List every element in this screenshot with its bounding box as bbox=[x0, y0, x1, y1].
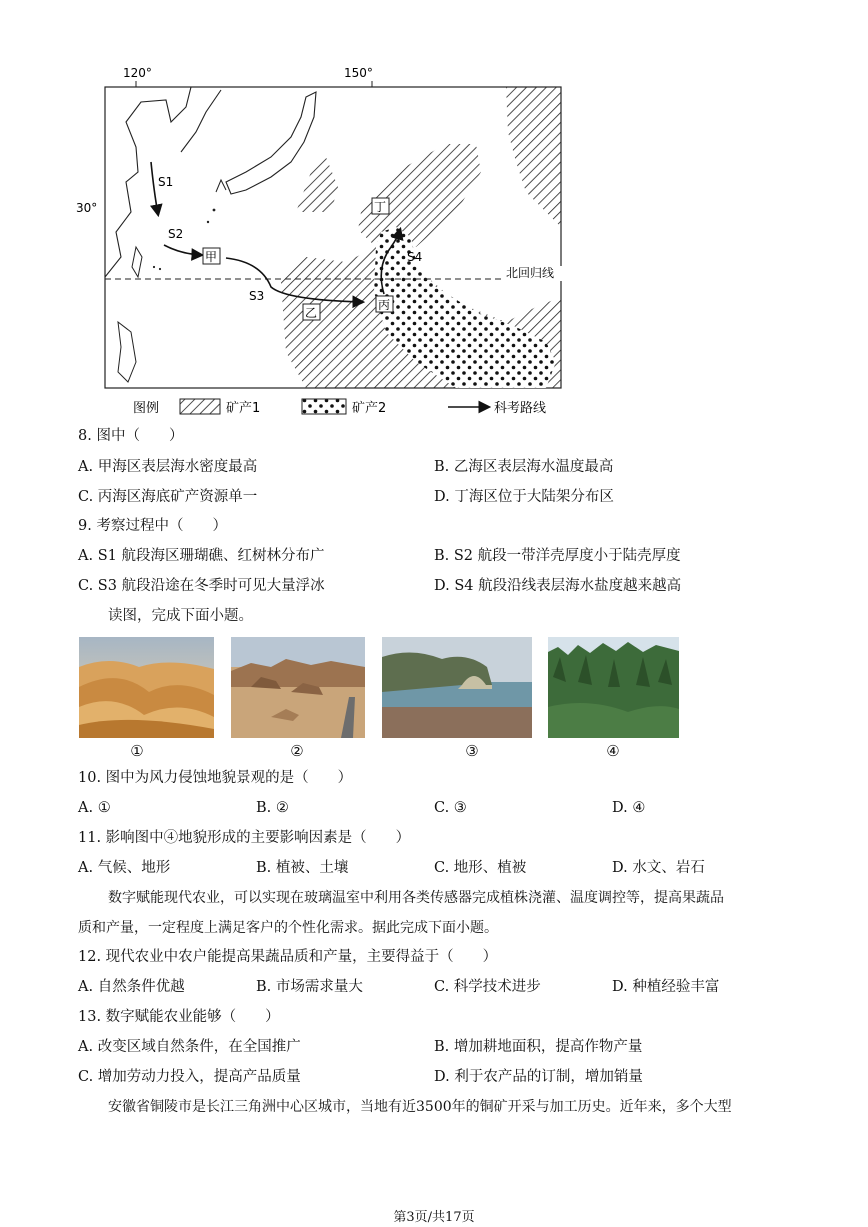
legend-mineral2-swatch bbox=[302, 399, 346, 414]
photo-2-yardang bbox=[231, 637, 365, 738]
q13-option-d: D. 利于农产品的订制，增加销量 bbox=[434, 1069, 643, 1085]
photo-caption-3: ③ bbox=[465, 742, 479, 760]
q11-option-a: A. 气候、地形 bbox=[78, 860, 171, 876]
q9-option-a: A. S1 航段海区珊瑚礁、红树林分布广 bbox=[78, 548, 325, 564]
passage-tongling: 安徽省铜陵市是长江三角洲中心区城市，当地有近3500年的铜矿开采与加工历史。近年来，多个大型 bbox=[108, 1099, 732, 1115]
route-label-s2: S2 bbox=[168, 227, 184, 241]
q13-option-c: C. 增加劳动力投入，提高产品质量 bbox=[78, 1069, 301, 1085]
photo-3-sea-arch bbox=[382, 637, 532, 738]
q8-option-a: A. 甲海区表层海水密度最高 bbox=[78, 459, 258, 475]
route-label-s3: S3 bbox=[249, 289, 265, 303]
q12-option-b: B. 市场需求量大 bbox=[256, 979, 363, 995]
q11-option-b: B. 植被、土壤 bbox=[256, 860, 349, 876]
legend-mineral1-label: 矿产1 bbox=[226, 401, 261, 416]
photo-4-karst-pillars bbox=[548, 637, 679, 738]
q11-option-d: D. 水文、岩石 bbox=[612, 860, 705, 876]
q12-option-a: A. 自然条件优越 bbox=[78, 979, 185, 995]
ocean-map-figure bbox=[76, 62, 566, 422]
q10-option-b: B. ② bbox=[256, 800, 289, 816]
q13-option-b: B. 增加耕地面积，提高作物产量 bbox=[434, 1039, 643, 1055]
q9-option-c: C. S3 航段沿途在冬季时可见大量浮冰 bbox=[78, 578, 325, 594]
lon-120-label: 120° bbox=[123, 66, 152, 80]
lat-30-label: 30° bbox=[76, 201, 98, 215]
photo-1-desert-dunes bbox=[79, 637, 214, 738]
q10-option-d: D. ④ bbox=[612, 800, 646, 816]
q8-option-d: D. 丁海区位于大陆架分布区 bbox=[434, 489, 614, 505]
q8-stem: 8. 图中（ ） bbox=[78, 428, 184, 444]
lon-150-label: 150° bbox=[344, 66, 373, 80]
q12-option-c: C. 科学技术进步 bbox=[434, 979, 541, 995]
q10-option-a: A. ① bbox=[78, 800, 111, 816]
legend-title: 图例 bbox=[133, 401, 160, 416]
page-footer: 第3页/共17页 bbox=[393, 1210, 475, 1225]
sea-label-yi: 乙 bbox=[305, 306, 318, 320]
sea-label-jia: 甲 bbox=[205, 250, 218, 264]
q10-stem: 10. 图中为风力侵蚀地貌景观的是（ ） bbox=[78, 770, 353, 786]
q12-option-d: D. 种植经验丰富 bbox=[612, 979, 720, 995]
intro-photos: 读图，完成下面小题。 bbox=[108, 608, 253, 624]
legend-mineral1-swatch bbox=[180, 399, 220, 414]
q8-option-b: B. 乙海区表层海水温度最高 bbox=[434, 459, 614, 475]
q9-option-b: B. S2 航段一带洋壳厚度小于陆壳厚度 bbox=[434, 548, 681, 564]
legend-mineral2-label: 矿产2 bbox=[352, 401, 387, 416]
sea-label-bing: 丙 bbox=[378, 298, 391, 312]
route-label-s4: S4 bbox=[407, 250, 423, 264]
q8-option-c: C. 丙海区海底矿产资源单一 bbox=[78, 489, 258, 505]
tropic-label: 北回归线 bbox=[506, 266, 555, 280]
q10-option-c: C. ③ bbox=[434, 800, 467, 816]
photo-caption-4: ④ bbox=[606, 742, 620, 760]
photo-caption-1: ① bbox=[130, 742, 144, 760]
q9-option-d: D. S4 航段沿线表层海水盐度越来越高 bbox=[434, 578, 682, 594]
q12-stem: 12. 现代农业中农户能提高果蔬品质和产量，主要得益于（ ） bbox=[78, 949, 498, 965]
q9-stem: 9. 考察过程中（ ） bbox=[78, 518, 227, 534]
q13-option-a: A. 改变区域自然条件，在全国推广 bbox=[78, 1039, 301, 1055]
sea-label-ding: 丁 bbox=[374, 200, 387, 214]
ocean-map bbox=[76, 62, 566, 422]
q11-stem: 11. 影响图中④地貌形成的主要影响因素是（ ） bbox=[78, 830, 411, 846]
route-label-s1: S1 bbox=[158, 175, 174, 189]
q11-option-c: C. 地形、植被 bbox=[434, 860, 527, 876]
passage-agri-line-2: 质和产量，一定程度上满足客户的个性化需求。据此完成下面小题。 bbox=[78, 920, 498, 936]
passage-agri-line-1: 数字赋能现代农业，可以实现在玻璃温室中利用各类传感器完成植株浇灌、温度调控等，提高果蔬品 bbox=[108, 890, 724, 906]
q13-stem: 13. 数字赋能农业能够（ ） bbox=[78, 1009, 280, 1025]
photo-caption-2: ② bbox=[290, 742, 304, 760]
legend-route-label: 科考路线 bbox=[494, 401, 547, 416]
